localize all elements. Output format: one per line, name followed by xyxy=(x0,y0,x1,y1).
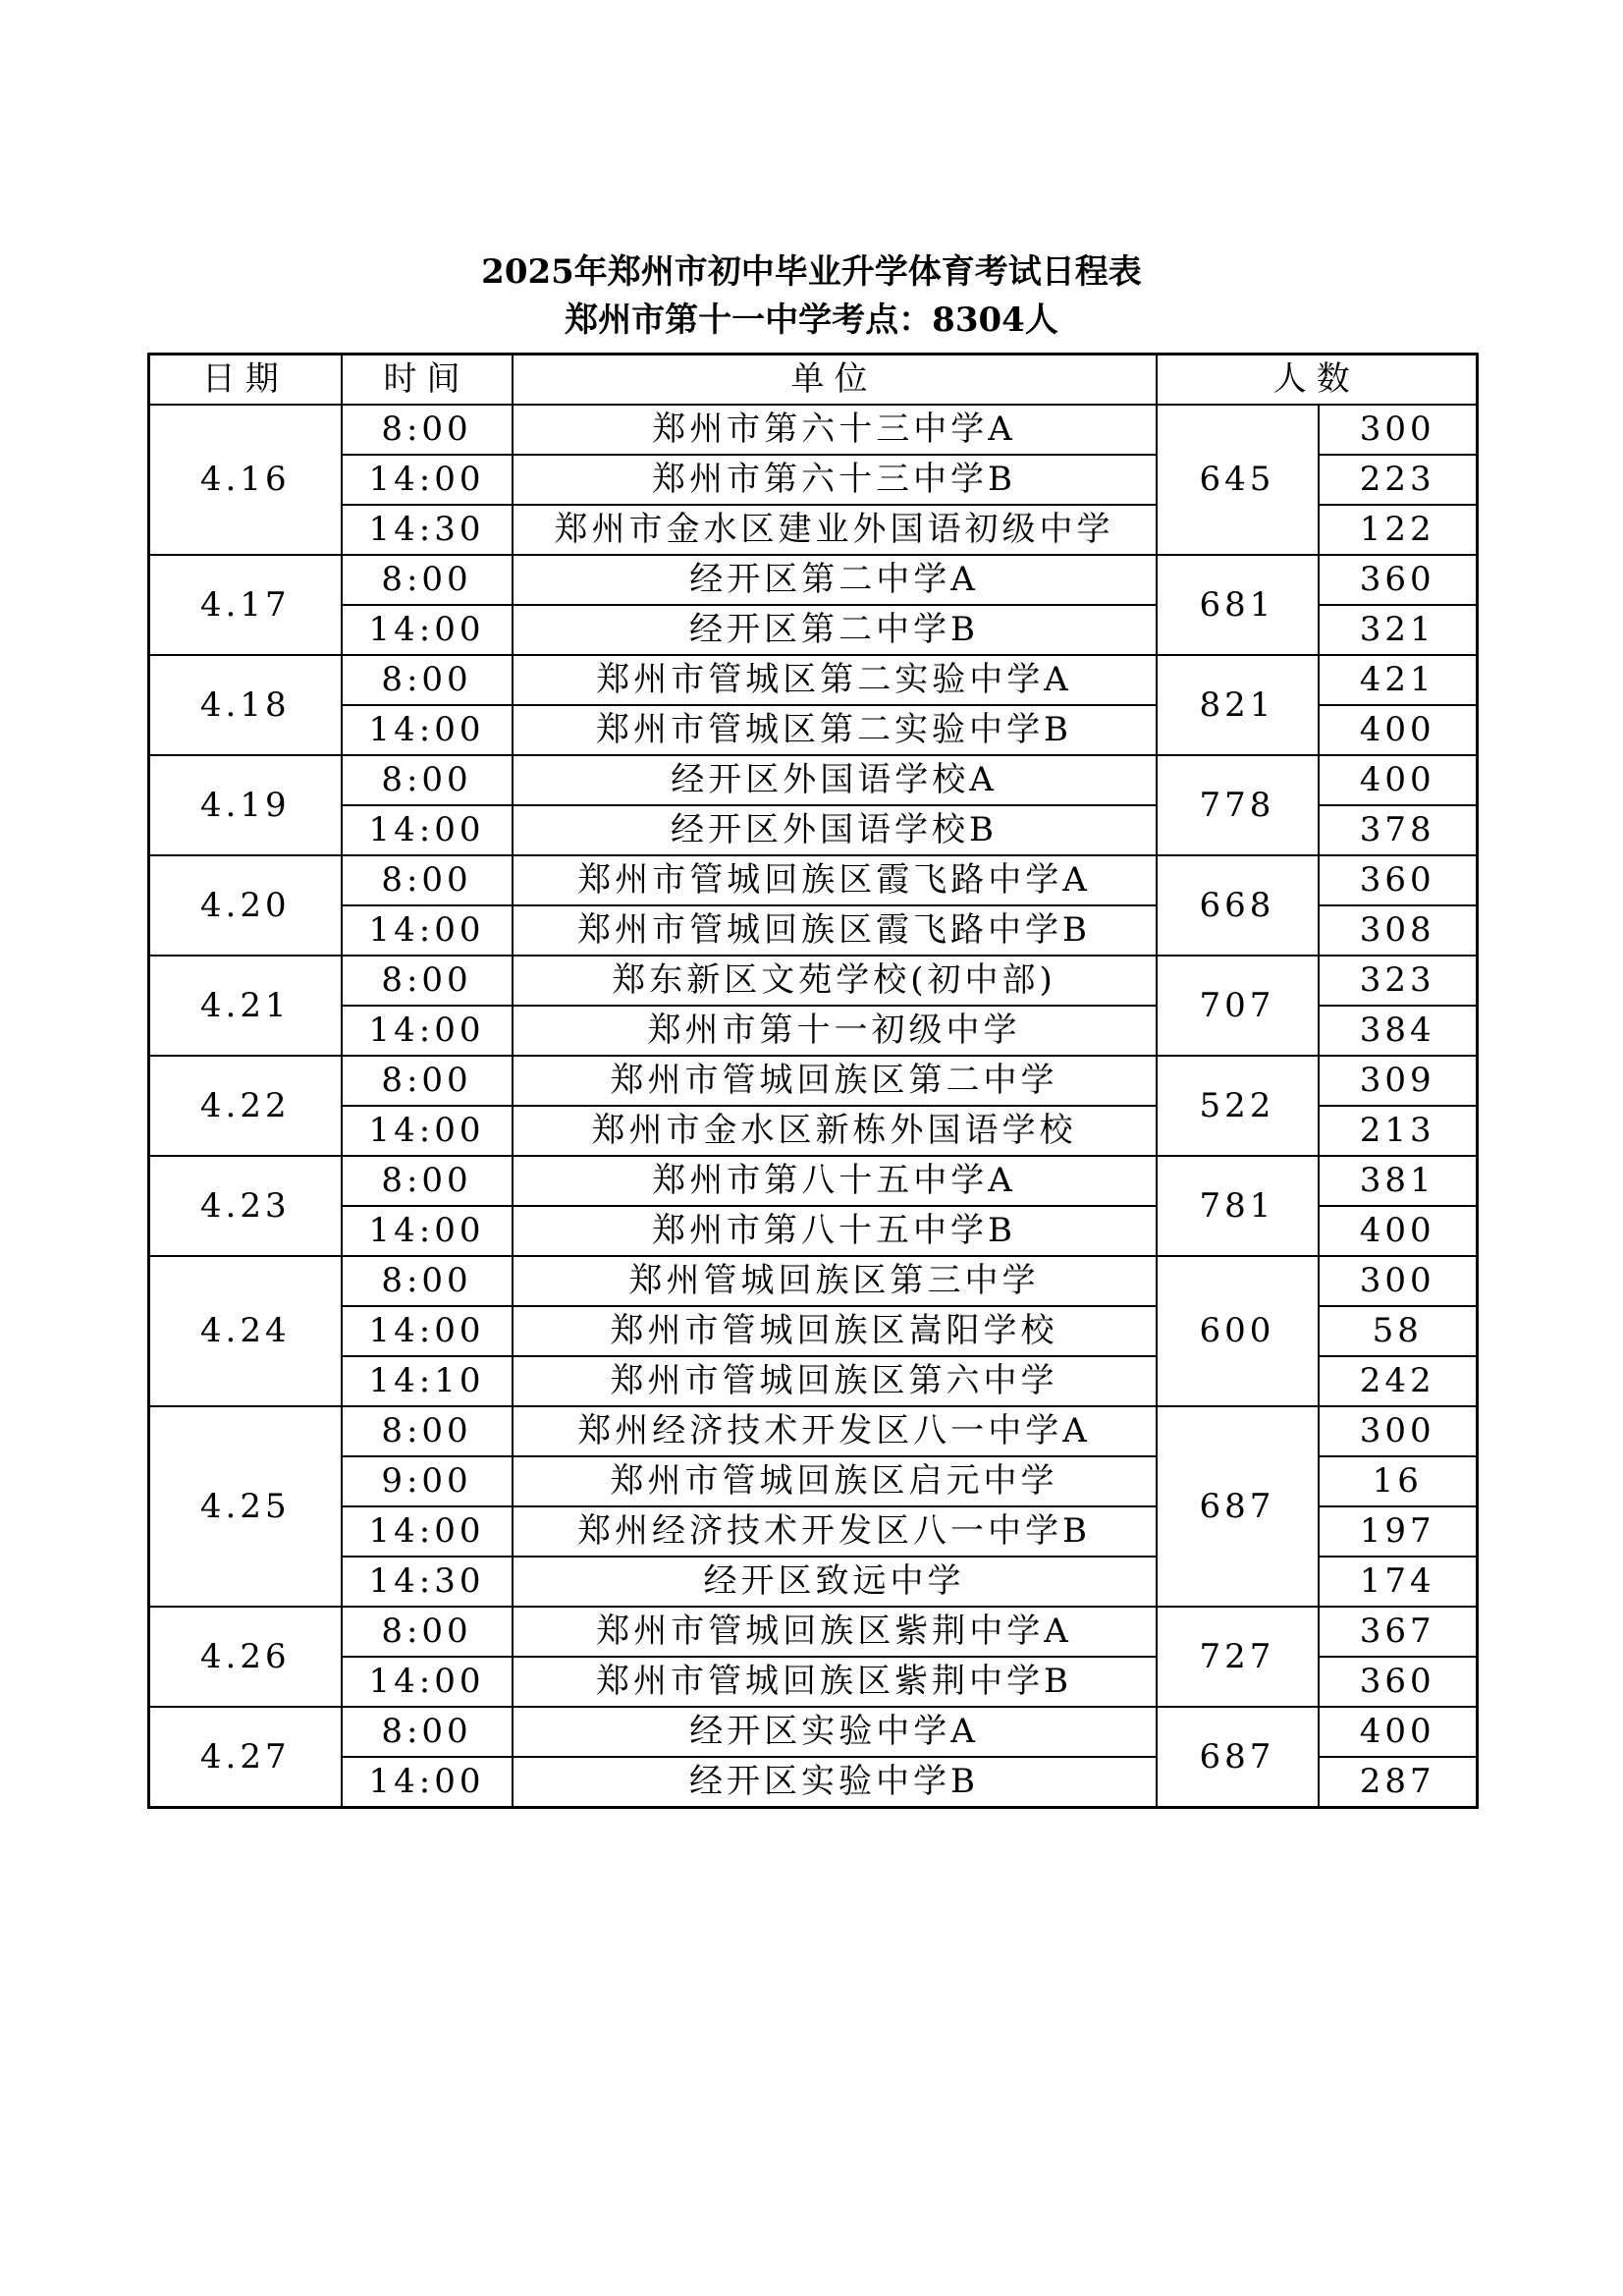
unit-cell: 郑州管城回族区第三中学 xyxy=(513,1256,1157,1306)
count-cell: 323 xyxy=(1319,956,1478,1006)
date-cell: 4.17 xyxy=(149,555,342,655)
date-cell: 4.16 xyxy=(149,405,342,555)
count-cell: 213 xyxy=(1319,1106,1478,1156)
day-total-cell: 687 xyxy=(1157,1707,1319,1808)
unit-cell: 经开区外国语学校B xyxy=(513,805,1157,855)
table-row xyxy=(149,855,1478,905)
count-cell: 300 xyxy=(1319,1406,1478,1456)
count-cell: 378 xyxy=(1319,805,1478,855)
schedule-table xyxy=(147,353,1479,1809)
count-cell: 58 xyxy=(1319,1306,1478,1356)
count-cell: 360 xyxy=(1319,855,1478,905)
time-cell: 8:00 xyxy=(342,1607,513,1657)
count-cell: 300 xyxy=(1319,405,1478,455)
date-cell: 4.21 xyxy=(149,956,342,1056)
time-cell: 8:00 xyxy=(342,405,513,455)
unit-cell: 郑州市管城回族区第二中学 xyxy=(513,1056,1157,1106)
day-total-cell: 707 xyxy=(1157,956,1319,1056)
time-cell: 14:00 xyxy=(342,1106,513,1156)
date-cell: 4.24 xyxy=(149,1256,342,1406)
time-cell: 14:10 xyxy=(342,1356,513,1406)
day-total-cell: 821 xyxy=(1157,655,1319,755)
time-cell: 14:00 xyxy=(342,805,513,855)
day-total-cell: 727 xyxy=(1157,1607,1319,1707)
schedule-body xyxy=(149,405,1478,1808)
count-cell: 321 xyxy=(1319,605,1478,655)
time-cell: 14:00 xyxy=(342,705,513,755)
table-row xyxy=(149,755,1478,805)
header-date: 日期 xyxy=(149,355,342,406)
count-cell: 242 xyxy=(1319,1356,1478,1406)
time-cell: 8:00 xyxy=(342,1056,513,1106)
unit-cell: 经开区实验中学B xyxy=(513,1757,1157,1808)
unit-cell: 郑东新区文苑学校(初中部) xyxy=(513,956,1157,1006)
count-cell: 367 xyxy=(1319,1607,1478,1657)
unit-cell: 经开区致远中学 xyxy=(513,1557,1157,1607)
count-cell: 308 xyxy=(1319,905,1478,956)
unit-cell: 经开区外国语学校A xyxy=(513,755,1157,805)
time-cell: 14:00 xyxy=(342,905,513,956)
time-cell: 9:00 xyxy=(342,1456,513,1506)
document-title: 2025年郑州市初中毕业升学体育考试日程表 xyxy=(481,252,1142,292)
table-row xyxy=(149,655,1478,705)
table-row xyxy=(149,1056,1478,1106)
unit-cell: 郑州市金水区新栋外国语学校 xyxy=(513,1106,1157,1156)
unit-cell: 郑州市管城回族区霞飞路中学B xyxy=(513,905,1157,956)
time-cell: 8:00 xyxy=(342,1256,513,1306)
day-total-cell: 681 xyxy=(1157,555,1319,655)
date-cell: 4.19 xyxy=(149,755,342,855)
table-row xyxy=(149,1707,1478,1757)
count-cell: 309 xyxy=(1319,1056,1478,1106)
unit-cell: 郑州市管城区第二实验中学A xyxy=(513,655,1157,705)
day-total-cell: 687 xyxy=(1157,1406,1319,1607)
count-cell: 400 xyxy=(1319,1206,1478,1256)
count-cell: 400 xyxy=(1319,705,1478,755)
time-cell: 14:00 xyxy=(342,1506,513,1557)
table-row xyxy=(149,1607,1478,1657)
day-total-cell: 600 xyxy=(1157,1256,1319,1406)
date-cell: 4.26 xyxy=(149,1607,342,1707)
date-cell: 4.20 xyxy=(149,855,342,956)
day-total-cell: 522 xyxy=(1157,1056,1319,1156)
header-row xyxy=(149,355,1478,406)
count-cell: 360 xyxy=(1319,1657,1478,1707)
time-cell: 14:00 xyxy=(342,1757,513,1808)
time-cell: 14:30 xyxy=(342,1557,513,1607)
time-cell: 14:30 xyxy=(342,505,513,555)
day-total-cell: 645 xyxy=(1157,405,1319,555)
count-cell: 223 xyxy=(1319,455,1478,505)
time-cell: 14:00 xyxy=(342,605,513,655)
count-cell: 197 xyxy=(1319,1506,1478,1557)
count-cell: 174 xyxy=(1319,1557,1478,1607)
table-row xyxy=(149,1156,1478,1206)
unit-cell: 经开区第二中学A xyxy=(513,555,1157,605)
time-cell: 8:00 xyxy=(342,755,513,805)
day-total-cell: 668 xyxy=(1157,855,1319,956)
unit-cell: 郑州市金水区建业外国语初级中学 xyxy=(513,505,1157,555)
table-row xyxy=(149,1256,1478,1306)
count-cell: 400 xyxy=(1319,1707,1478,1757)
time-cell: 8:00 xyxy=(342,1707,513,1757)
unit-cell: 郑州市管城回族区嵩阳学校 xyxy=(513,1306,1157,1356)
count-cell: 287 xyxy=(1319,1757,1478,1808)
header-people: 人数 xyxy=(1157,355,1478,406)
table-row xyxy=(149,555,1478,605)
unit-cell: 郑州市第十一初级中学 xyxy=(513,1006,1157,1056)
unit-cell: 郑州市第六十三中学B xyxy=(513,455,1157,505)
unit-cell: 郑州市管城回族区启元中学 xyxy=(513,1456,1157,1506)
unit-cell: 郑州市第八十五中学B xyxy=(513,1206,1157,1256)
unit-cell: 郑州市第六十三中学A xyxy=(513,405,1157,455)
count-cell: 384 xyxy=(1319,1006,1478,1056)
time-cell: 14:00 xyxy=(342,455,513,505)
date-cell: 4.25 xyxy=(149,1406,342,1607)
time-cell: 14:00 xyxy=(342,1206,513,1256)
count-cell: 421 xyxy=(1319,655,1478,705)
unit-cell: 郑州经济技术开发区八一中学B xyxy=(513,1506,1157,1557)
day-total-cell: 781 xyxy=(1157,1156,1319,1256)
document-subtitle: 郑州市第十一中学考点：8304人 xyxy=(565,301,1058,340)
time-cell: 8:00 xyxy=(342,655,513,705)
time-cell: 8:00 xyxy=(342,555,513,605)
table-row xyxy=(149,1406,1478,1456)
unit-cell: 郑州市管城区第二实验中学B xyxy=(513,705,1157,755)
time-cell: 8:00 xyxy=(342,1156,513,1206)
count-cell: 300 xyxy=(1319,1256,1478,1306)
count-cell: 360 xyxy=(1319,555,1478,605)
time-cell: 8:00 xyxy=(342,956,513,1006)
count-cell: 381 xyxy=(1319,1156,1478,1206)
date-cell: 4.27 xyxy=(149,1707,342,1808)
unit-cell: 郑州市管城回族区紫荆中学A xyxy=(513,1607,1157,1657)
date-cell: 4.22 xyxy=(149,1056,342,1156)
unit-cell: 郑州市管城回族区紫荆中学B xyxy=(513,1657,1157,1707)
unit-cell: 郑州市管城回族区霞飞路中学A xyxy=(513,855,1157,905)
count-cell: 16 xyxy=(1319,1456,1478,1506)
unit-cell: 郑州市第八十五中学A xyxy=(513,1156,1157,1206)
table-row xyxy=(149,405,1478,455)
header-unit: 单位 xyxy=(513,355,1157,406)
unit-cell: 郑州市管城回族区第六中学 xyxy=(513,1356,1157,1406)
time-cell: 14:00 xyxy=(342,1657,513,1707)
date-cell: 4.18 xyxy=(149,655,342,755)
unit-cell: 郑州经济技术开发区八一中学A xyxy=(513,1406,1157,1456)
time-cell: 8:00 xyxy=(342,855,513,905)
day-total-cell: 778 xyxy=(1157,755,1319,855)
table-row xyxy=(149,956,1478,1006)
header-time: 时间 xyxy=(342,355,513,406)
time-cell: 8:00 xyxy=(342,1406,513,1456)
date-cell: 4.23 xyxy=(149,1156,342,1256)
time-cell: 14:00 xyxy=(342,1006,513,1056)
unit-cell: 经开区第二中学B xyxy=(513,605,1157,655)
count-cell: 400 xyxy=(1319,755,1478,805)
count-cell: 122 xyxy=(1319,505,1478,555)
unit-cell: 经开区实验中学A xyxy=(513,1707,1157,1757)
time-cell: 14:00 xyxy=(342,1306,513,1356)
